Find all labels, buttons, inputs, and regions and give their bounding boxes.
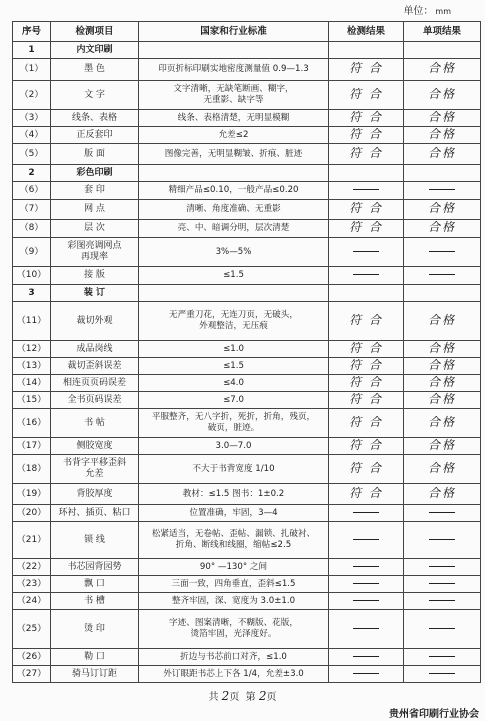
row-single-result xyxy=(404,666,481,683)
row-standard: 松紧适当，无卷帖、歪帖、漏锁、扎破衬、 折角、断线和线圈，缩帖≤2.5 xyxy=(139,522,329,559)
row-result xyxy=(329,238,404,267)
row-result xyxy=(329,302,404,341)
row-standard: 字迹、图案清晰，不糊版、花版， 烫箔牢固，光泽度好。 xyxy=(139,610,329,649)
header-single-result: 单项结果 xyxy=(404,22,481,42)
dash-mark xyxy=(353,583,379,584)
row-result xyxy=(329,438,404,455)
row-number: （16） xyxy=(13,409,51,438)
row-standard: 精细产品≤0.10，一般产品≤0.20 xyxy=(139,182,329,200)
row-item: 书 帖 xyxy=(51,409,139,438)
table-row xyxy=(13,455,481,484)
row-number: （6） xyxy=(13,182,51,200)
row-standard: 教材：≤1.5 图书：1±0.2 xyxy=(139,484,329,505)
table-row xyxy=(13,522,481,559)
row-number: （17） xyxy=(13,438,51,455)
handwritten-result: 符 合 xyxy=(349,485,383,500)
table-row xyxy=(13,649,481,666)
row-standard: 文字清晰，无缺笔断画、糊字， 无重影、缺字等 xyxy=(139,81,329,110)
table-row xyxy=(13,666,481,683)
row-single-result xyxy=(404,375,481,392)
row-single-result xyxy=(404,610,481,649)
row-single-result xyxy=(404,341,481,358)
handwritten-single-result: 合格 xyxy=(427,357,456,372)
row-standard: 线条、表格清楚，无明显模糊 xyxy=(139,110,329,127)
table-row xyxy=(13,392,481,409)
row-result xyxy=(329,409,404,438)
row-item: 彩图亮调网点 再现率 xyxy=(51,238,139,267)
handwritten-single-result: 合格 xyxy=(427,109,456,124)
dash-mark xyxy=(353,600,379,601)
handwritten-single-result: 合格 xyxy=(427,61,456,75)
row-standard: 清晰、角度准确、无重影 xyxy=(139,200,329,220)
row-single-result xyxy=(404,220,481,238)
section-row xyxy=(13,42,481,59)
row-single-result xyxy=(404,392,481,409)
row-result xyxy=(329,59,404,81)
row-standard: 外订眼距书芯上下各 1/4，允差±3.0 xyxy=(139,666,329,683)
row-single-result xyxy=(404,409,481,438)
row-standard: ≤4.0 xyxy=(139,375,329,392)
row-number: （20） xyxy=(13,505,51,522)
table-row xyxy=(13,220,481,238)
header-no: 序号 xyxy=(13,22,51,42)
row-result xyxy=(329,505,404,522)
row-standard: 90° —130° 之间 xyxy=(139,559,329,576)
total-suffix: 页 xyxy=(229,692,240,703)
row-standard: ≤1.5 xyxy=(139,267,329,285)
row-single-result xyxy=(404,358,481,375)
table-row xyxy=(13,593,481,610)
row-item: 背胶厚度 xyxy=(51,484,139,505)
row-item: 裁切歪斜误差 xyxy=(51,358,139,375)
dash-mark xyxy=(353,512,379,513)
row-item: 书 槽 xyxy=(51,593,139,610)
row-result xyxy=(329,649,404,666)
table-row xyxy=(13,182,481,200)
table-row xyxy=(13,81,481,110)
handwritten-single-result: 合格 xyxy=(427,201,456,215)
row-single-result xyxy=(404,505,481,522)
row-single-result xyxy=(404,200,481,220)
row-number: （5） xyxy=(13,144,51,165)
handwritten-result: 符 合 xyxy=(349,437,383,452)
dash-mark xyxy=(429,628,455,629)
table-row xyxy=(13,59,481,81)
row-number: （24） xyxy=(13,593,51,610)
row-result xyxy=(329,341,404,358)
current-page: 2 xyxy=(258,689,267,703)
row-single-result xyxy=(404,302,481,341)
row-number: （10） xyxy=(13,267,51,285)
row-number: （4） xyxy=(13,127,51,144)
dash-mark xyxy=(353,673,379,674)
handwritten-single-result: 合格 xyxy=(427,312,456,327)
row-single-result xyxy=(404,576,481,593)
inspection-table xyxy=(12,21,481,683)
handwritten-result: 符 合 xyxy=(349,460,383,475)
row-single-result xyxy=(404,42,481,59)
handwritten-single-result: 合格 xyxy=(427,437,456,452)
table-row xyxy=(13,505,481,522)
row-item: 成品岗线 xyxy=(51,341,139,358)
row-standard: ≤7.0 xyxy=(139,392,329,409)
dash-mark xyxy=(429,673,455,674)
dash-mark xyxy=(353,189,379,190)
row-number: 2 xyxy=(13,165,51,182)
table-row xyxy=(13,144,481,165)
row-single-result xyxy=(404,649,481,666)
row-item: 网 点 xyxy=(51,200,139,220)
handwritten-result: 符 合 xyxy=(349,86,383,101)
organization-name: 贵州省印刷行业协会 xyxy=(389,709,479,720)
row-result xyxy=(329,42,404,59)
dash-mark xyxy=(429,656,455,657)
row-number: （14） xyxy=(13,375,51,392)
row-standard: 无严重刀花，无连刀页，无破头， 外观整洁，无压痕 xyxy=(139,302,329,341)
row-standard: 三面一致，四角垂直，歪斜≤1.5 xyxy=(139,576,329,593)
handwritten-single-result: 合格 xyxy=(427,145,456,160)
row-result xyxy=(329,375,404,392)
row-number: （19） xyxy=(13,484,51,505)
row-number: （23） xyxy=(13,576,51,593)
row-single-result xyxy=(404,127,481,144)
row-item: 骑马订订距 xyxy=(51,666,139,683)
table-row xyxy=(13,200,481,220)
row-single-result xyxy=(404,484,481,505)
table-row xyxy=(13,238,481,267)
page-prefix: 第 xyxy=(245,692,256,703)
row-single-result xyxy=(404,165,481,182)
handwritten-single-result: 合格 xyxy=(427,126,456,141)
row-number: （18） xyxy=(13,455,51,484)
row-standard: 不大于书背宽度 1/10 xyxy=(139,455,329,484)
row-standard xyxy=(139,42,329,59)
row-result xyxy=(329,220,404,238)
row-item: 内文印刷 xyxy=(51,42,139,59)
dash-mark xyxy=(429,189,455,190)
handwritten-single-result: 合格 xyxy=(427,460,456,475)
row-standard xyxy=(139,285,329,302)
row-result xyxy=(329,610,404,649)
row-single-result xyxy=(404,267,481,285)
dash-mark xyxy=(353,539,379,540)
row-single-result xyxy=(404,559,481,576)
dash-mark xyxy=(353,274,379,275)
dash-mark xyxy=(353,656,379,657)
handwritten-result: 符 合 xyxy=(349,374,383,389)
row-result xyxy=(329,200,404,220)
row-number: （21） xyxy=(13,522,51,559)
row-item: 文 字 xyxy=(51,81,139,110)
row-item: 墨 色 xyxy=(51,59,139,81)
page-number xyxy=(0,688,485,703)
row-number: （22） xyxy=(13,559,51,576)
unit-value: mm xyxy=(435,7,451,16)
handwritten-result: 符 合 xyxy=(349,109,383,124)
dash-mark xyxy=(429,512,455,513)
row-number: （25） xyxy=(13,610,51,649)
row-single-result xyxy=(404,110,481,127)
row-item: 烫 印 xyxy=(51,610,139,649)
dash-mark xyxy=(429,539,455,540)
table-row xyxy=(13,559,481,576)
dash-mark xyxy=(353,566,379,567)
handwritten-single-result: 合格 xyxy=(427,340,456,355)
unit-label: 单位： xyxy=(403,6,434,17)
row-number: （2） xyxy=(13,81,51,110)
table-row xyxy=(13,358,481,375)
dash-mark xyxy=(429,251,455,252)
table-row xyxy=(13,438,481,455)
row-number: （12） xyxy=(13,341,51,358)
row-item: 彩色印刷 xyxy=(51,165,139,182)
row-result xyxy=(329,559,404,576)
table-header-row xyxy=(13,22,481,42)
handwritten-result: 符 合 xyxy=(349,201,383,215)
dash-mark xyxy=(429,600,455,601)
handwritten-result: 符 合 xyxy=(349,357,383,372)
row-result xyxy=(329,81,404,110)
row-standard: 位置准确，牢固，3—4 xyxy=(139,505,329,522)
row-standard: 3.0—7.0 xyxy=(139,438,329,455)
row-number: （8） xyxy=(13,220,51,238)
row-item: 接 版 xyxy=(51,267,139,285)
dash-mark xyxy=(429,566,455,567)
table-row xyxy=(13,110,481,127)
row-number: （11） xyxy=(13,302,51,341)
row-item: 锁 线 xyxy=(51,522,139,559)
table-row xyxy=(13,409,481,438)
table-row xyxy=(13,484,481,505)
table-row xyxy=(13,576,481,593)
handwritten-result: 符 合 xyxy=(349,414,383,429)
handwritten-result: 符 合 xyxy=(349,340,383,355)
row-single-result xyxy=(404,81,481,110)
dash-mark xyxy=(429,583,455,584)
row-standard xyxy=(139,165,329,182)
row-item: 全书页码误差 xyxy=(51,392,139,409)
row-item: 线条、表格 xyxy=(51,110,139,127)
handwritten-single-result: 合格 xyxy=(427,374,456,389)
header-standard: 国家和行业标准 xyxy=(139,22,329,42)
table-row xyxy=(13,341,481,358)
row-standard: 允差≤2 xyxy=(139,127,329,144)
row-number: （9） xyxy=(13,238,51,267)
section-row xyxy=(13,285,481,302)
row-standard: ≤1.0 xyxy=(139,341,329,358)
row-result xyxy=(329,165,404,182)
section-row xyxy=(13,165,481,182)
row-item: 侧胶宽度 xyxy=(51,438,139,455)
row-standard: 平服整齐，无八字折，死折，折角，残页， 破页，脏迹。 xyxy=(139,409,329,438)
row-item: 层 次 xyxy=(51,220,139,238)
row-result xyxy=(329,182,404,200)
table-body xyxy=(13,42,481,683)
row-result xyxy=(329,267,404,285)
row-result xyxy=(329,522,404,559)
table-row xyxy=(13,127,481,144)
row-number: （3） xyxy=(13,110,51,127)
row-item: 环衬、插页、粘口 xyxy=(51,505,139,522)
row-single-result xyxy=(404,438,481,455)
row-item: 版 面 xyxy=(51,144,139,165)
row-single-result xyxy=(404,182,481,200)
dash-mark xyxy=(429,274,455,275)
row-number: （26） xyxy=(13,649,51,666)
row-number: （15） xyxy=(13,392,51,409)
row-result xyxy=(329,144,404,165)
row-result xyxy=(329,285,404,302)
handwritten-result: 符 合 xyxy=(349,312,383,327)
total-pages: 2 xyxy=(221,689,230,703)
handwritten-result: 符 合 xyxy=(349,220,383,234)
row-result xyxy=(329,593,404,610)
row-result xyxy=(329,110,404,127)
header-result: 检测结果 xyxy=(329,22,404,42)
row-result xyxy=(329,358,404,375)
row-single-result xyxy=(404,522,481,559)
row-result xyxy=(329,455,404,484)
row-result xyxy=(329,484,404,505)
row-single-result xyxy=(404,59,481,81)
row-item: 裁切外观 xyxy=(51,302,139,341)
row-result xyxy=(329,576,404,593)
row-single-result xyxy=(404,593,481,610)
row-standard: 3%—5% xyxy=(139,238,329,267)
row-result xyxy=(329,666,404,683)
handwritten-result: 符 合 xyxy=(349,391,383,406)
table-row xyxy=(13,267,481,285)
row-item: 正反套印 xyxy=(51,127,139,144)
handwritten-result: 符 合 xyxy=(349,145,383,160)
table-row xyxy=(13,302,481,341)
row-item: 相连页页码误差 xyxy=(51,375,139,392)
row-single-result xyxy=(404,455,481,484)
row-standard: 整齐牢固，深、宽度为 3.0±1.0 xyxy=(139,593,329,610)
handwritten-single-result: 合格 xyxy=(427,485,456,500)
row-result xyxy=(329,127,404,144)
row-single-result xyxy=(404,238,481,267)
page-suffix: 页 xyxy=(266,692,277,703)
dash-mark xyxy=(353,251,379,252)
handwritten-single-result: 合格 xyxy=(427,414,456,429)
row-number: 1 xyxy=(13,42,51,59)
row-standard: 印页折标印刷实地密度测量值 0.9—1.3 xyxy=(139,59,329,81)
handwritten-single-result: 合格 xyxy=(427,220,456,234)
row-item: 书芯园背园势 xyxy=(51,559,139,576)
table-row xyxy=(13,610,481,649)
unit-note xyxy=(403,2,451,17)
row-item: 装 订 xyxy=(51,285,139,302)
handwritten-single-result: 合格 xyxy=(427,391,456,406)
row-standard: ≤1.5 xyxy=(139,358,329,375)
row-number: 3 xyxy=(13,285,51,302)
row-item: 勒 口 xyxy=(51,649,139,666)
handwritten-single-result: 合格 xyxy=(427,86,456,101)
row-number: （27） xyxy=(13,666,51,683)
row-item: 套 印 xyxy=(51,182,139,200)
row-standard: 折边与书芯前口对齐，≤1.0 xyxy=(139,649,329,666)
row-single-result xyxy=(404,285,481,302)
row-number: （1） xyxy=(13,59,51,81)
dash-mark xyxy=(353,628,379,629)
handwritten-result: 符 合 xyxy=(349,126,383,141)
row-item: 书背字平移歪斜 允差 xyxy=(51,455,139,484)
total-prefix: 共 xyxy=(208,692,219,703)
table-row xyxy=(13,375,481,392)
row-result xyxy=(329,392,404,409)
row-single-result xyxy=(404,144,481,165)
row-standard: 亮、中、暗调分明，层次清楚 xyxy=(139,220,329,238)
row-item: 飘 口 xyxy=(51,576,139,593)
row-standard: 图像完善，无明显糊皱、折痕、脏迹 xyxy=(139,144,329,165)
row-number: （7） xyxy=(13,200,51,220)
row-number: （13） xyxy=(13,358,51,375)
header-item: 检测项目 xyxy=(51,22,139,42)
handwritten-result: 符 合 xyxy=(349,61,383,75)
